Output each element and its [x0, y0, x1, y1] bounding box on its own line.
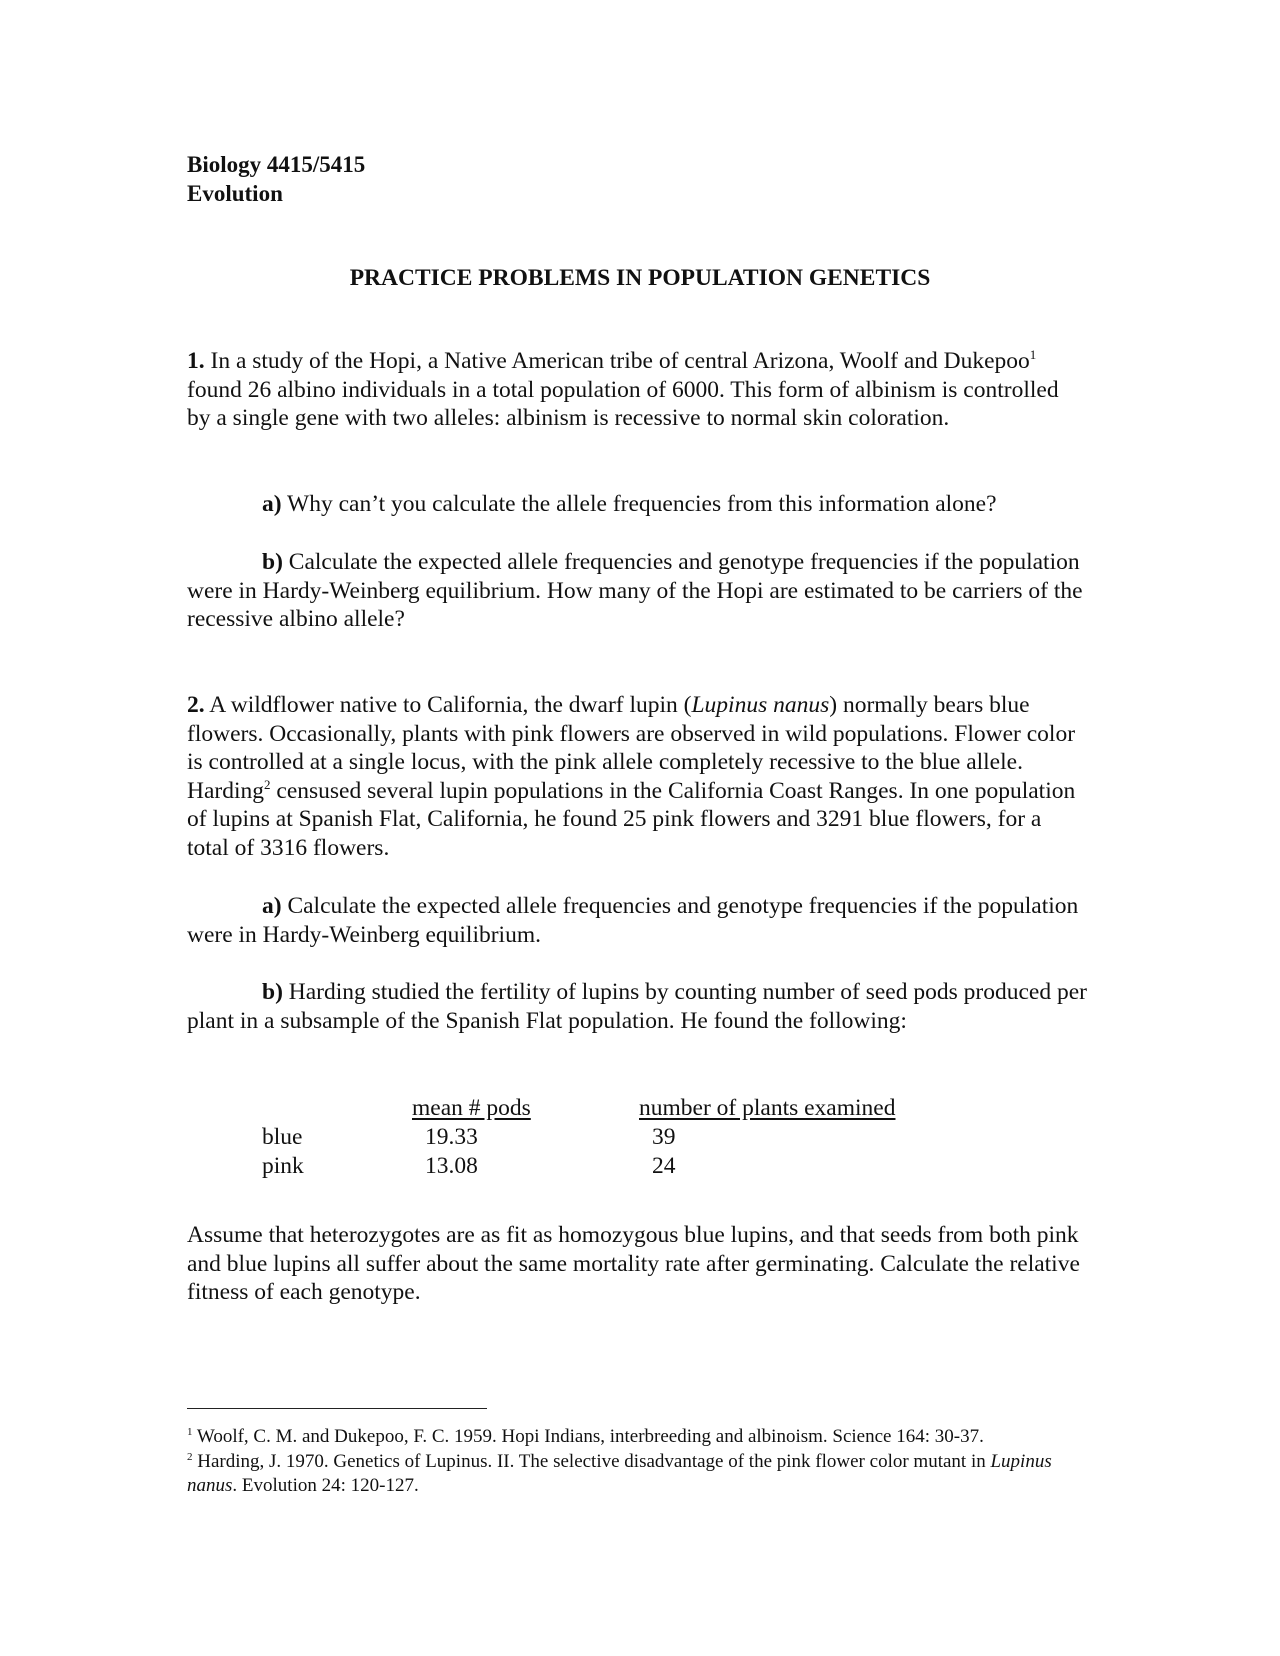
- problem-1-text: In a study of the Hopi, a Native American tribe of central Arizona, Woolf and Dukepoo: [204, 348, 1030, 374]
- problem-1-intro: [187, 347, 1087, 433]
- footnote-1: [187, 1425, 1087, 1449]
- problem-2-part-b: [187, 978, 1087, 1035]
- footnote-ref-1: 1: [1029, 347, 1037, 362]
- problem-1-part-b: [187, 548, 1087, 634]
- part-text: Harding studied the fertility of lupins by counting number of seed pods produced per plant in a subsample of the Spanish Flat population. He found the following:: [187, 979, 1087, 1034]
- footnote-2: [187, 1450, 1087, 1498]
- table-cell-plants: 24: [652, 1153, 676, 1179]
- problem-2-intro: [187, 691, 1087, 863]
- problem-2-text: A wildflower native to California, the dwarf lupin (: [204, 692, 692, 718]
- species-name: Lupinus nanus: [691, 692, 830, 718]
- document-header: [187, 150, 365, 208]
- problem-2-number: 2.: [187, 692, 205, 718]
- page-title: PRACTICE PROBLEMS IN POPULATION GENETICS: [349, 265, 931, 291]
- part-text: Calculate the expected allele frequencies and genotype frequencies if the population were in Hardy-Weinberg equilibrium.: [187, 893, 1079, 948]
- footnote-divider: [187, 1408, 487, 1409]
- part-label: b): [262, 979, 283, 1005]
- table-header-pods: mean # pods: [412, 1095, 531, 1121]
- part-text: Calculate the expected allele frequencies and genotype frequencies if the population were in Hardy-Weinberg equilibrium. How many of the Hopi are estimated to be carriers of the recessive albino allele?: [187, 549, 1083, 633]
- table-cell-pods: 13.08: [425, 1153, 478, 1179]
- footnote-text: Harding, J. 1970. Genetics of Lupinus. II. The selective disadvantage of the pink flower color mutant in: [192, 1451, 991, 1472]
- problem-1-number: 1.: [187, 348, 205, 374]
- part-label: a): [262, 491, 282, 517]
- table-cell-plants: 39: [652, 1124, 676, 1150]
- part-label: b): [262, 549, 283, 575]
- course-subject: Evolution: [187, 181, 283, 206]
- part-text: Why can’t you calculate the allele frequencies from this information alone?: [281, 491, 997, 517]
- table-cell-pods: 19.33: [425, 1124, 478, 1150]
- problem-1-text-cont: found 26 albino individuals in a total population of 6000. This form of albinism is controlled by a single gene with two alleles: albinism is recessive to normal skin coloration.: [187, 376, 1059, 432]
- table-header-plants: number of plants examined: [639, 1095, 896, 1121]
- table-row-label: blue: [262, 1124, 303, 1150]
- footnote-text: Woolf, C. M. and Dukepoo, F. C. 1959. Hopi Indians, interbreeding and albinoism. Science 164: 30-37.: [192, 1426, 984, 1447]
- footnote-mark: 2: [187, 1451, 193, 1463]
- problem-2-text-end: censused several lupin populations in the California Coast Ranges. In one population of lupins at Spanish Flat, California, he found 25 pink flowers and 3291 blue flowers, for a total of 3316 flowers.: [187, 777, 1076, 861]
- problem-2-closing: Assume that heterozygotes are as fit as homozygous blue lupins, and that seeds from both pink and blue lupins all suffer about the same mortality rate after germinating. Calculate the relative fitness of each genotype.: [187, 1222, 1080, 1306]
- table-row-label: pink: [262, 1153, 304, 1179]
- problem-2-part-a: [187, 892, 1087, 949]
- footnote-ref-2: 2: [264, 776, 271, 792]
- course-number: Biology 4415/5415: [187, 152, 366, 177]
- problem-1-part-a: [187, 490, 1087, 519]
- footnote-species: Lupinus nanus: [187, 1451, 1052, 1496]
- footnote-mark: 1: [187, 1426, 193, 1438]
- part-label: a): [262, 893, 282, 919]
- footnote-text-end: . Evolution 24: 120-127.: [232, 1475, 419, 1496]
- problem-2-text-cont: ) normally bears blue flowers. Occasionally, plants with pink flowers are observed in wild populations. Flower color is controlled at a single locus, with the pink allele completely recessive to the blue allele. Harding: [187, 692, 1076, 804]
